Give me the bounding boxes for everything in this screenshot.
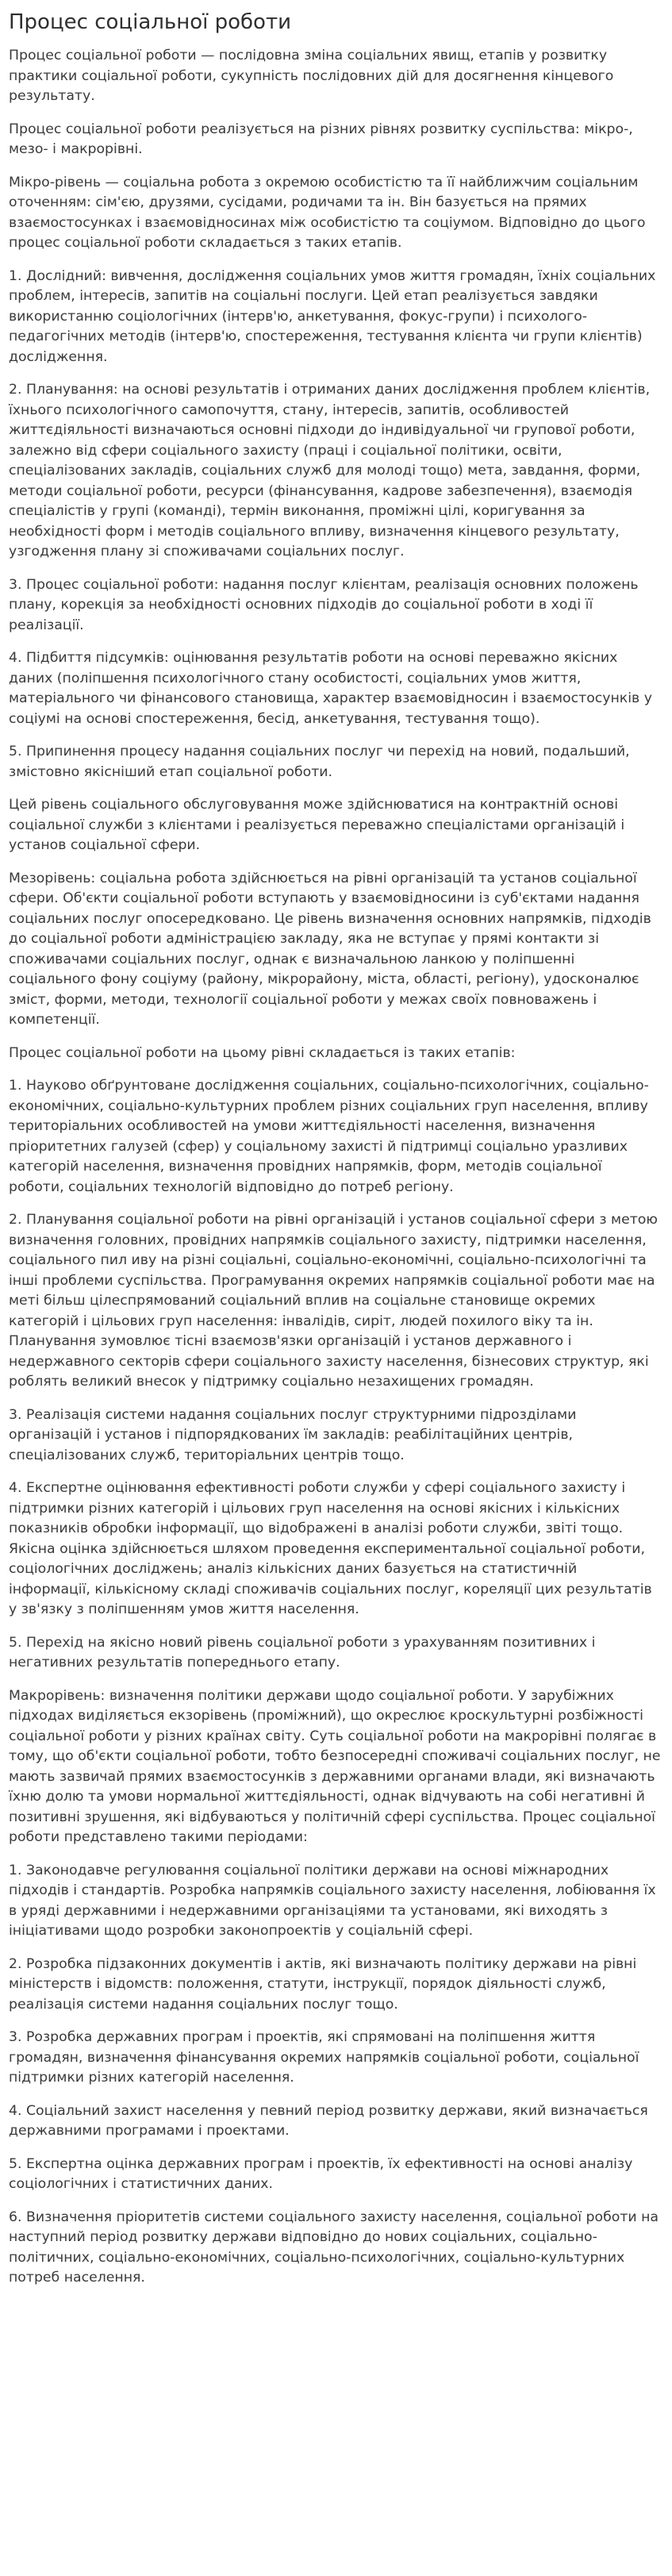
paragraph: 2. Планування соціальної роботи на рівні організацій і установ соціальної сфери з метою визначення головних, провідних напрямків соціального захисту, підтримки населення, соціального пил иву на різні соціальні, соціально-економічні, соціально-психологічні та інші проблеми суспільства. Програмування окремих напрямків соціальної роботи має на меті більш цілеспрямований соціальний вплив на соціальне становище окремих категорій і цільових груп населення: інвалідів, сиріт, людей похилого віку та ін. Планування зумовлює тісні взаємозв'язки організацій і установ державного і недержавного секторів сфери соціального захисту населення, бізнесових структур, які роблять великий внесок у підтримку соціально незахищених громадян.	[9, 1212, 658, 1390]
paragraph: 5. Припинення процесу надання соціальних послуг чи перехід на новий, подальший, змістовно якісніший етап соціальної роботи.	[9, 744, 630, 780]
paragraph: 2. Планування: на основі результатів і отриманих даних дослідження проблем клієнтів, їхнього психологічного самопочуття, стану, інтересів, запитів, особливостей життєдіяльності визначаються основні підходи до індивідуальної чи групової роботи, залежно від сфери соціального захисту (праці і соціальної політики, освіти, спеціалізованих закладів, соціальних служб для молоді тощо) мета, завдання, форми, методи соціальної роботи, ресурси (фінансування, кадрове забезпечення), взаємодія спеціалістів у групі (команді), термін виконання, проміжні цілі, коригування за необхідності форм і методів соціального впливу, визначення кінцевого результату, узгодження плану зі споживачами соціальних послуг.	[9, 382, 651, 559]
paragraph: 1. Дослідний: вивчення, дослідження соціальних умов життя громадян, їхніх соціальних проблем, інтересів, запитів на соціальні послуги. Цей етап реалізується завдяки використанню соціологічних (інтерв'ю, анкетування, фокус-групи) і психолого-педагогічних методів (інтерв'ю, спостереження, тестування клієнта чи групи клієнтів) дослідження.	[9, 267, 656, 365]
paragraph: 4. Соціальний захист населення у певний період розвитку держави, який визначається державними програмами і проектами.	[9, 2102, 648, 2139]
article-body	[9, 46, 661, 2289]
paragraph: 4. Експертне оцінювання ефективності роботи служби у сфері соціального захисту і підтримки різних категорій і цільових груп населення на основі якісних і кількісних показників обробки інформації, що відображені в аналізі роботи служби, звіті тощо. Якісна оцінка здійснюється шляхом проведення експериментальної соціальної роботи, соціологічних досліджень; аналіз кількісних даних базується на статистичній інформації, кількісному складі споживачів соціальних послуг, кореляції цих результатів у зв'язку з поліпшенням умов життя населення.	[9, 1480, 652, 1617]
paragraph: Цей рівень соціального обслуговування може здійснюватися на контрактній основі соціальної служби з клієнтами і реалізується переважно спеціалістами організацій і установ соціальної сфери.	[9, 797, 625, 853]
paragraph: 5. Перехід на якісно новий рівень соціальної роботи з урахуванням позитивних і негативних результатів попереднього етапу.	[9, 1634, 596, 1671]
paragraph: Процес соціальної роботи — послідовна зміна соціальних явищ, етапів у розвитку практики соціальної роботи, сукупність послідовних дій для досягнення кінцевого результату.	[9, 48, 614, 104]
paragraph: 1. Законодавче регулювання соціальної політики держави на основі міжнародних підходів і стандартів. Розробка напрямків соціального захисту населення, лобіювання їх в уряді державними і недержавними організаціями та установами, які виходять з ініціативами щодо розробки законопроектів у соціальній сфері.	[9, 1862, 656, 1939]
paragraph: 5. Експертна оцінка державних програм і проектів, їх ефективності на основі аналізу соціологічних і статистичних даних.	[9, 2155, 633, 2192]
page-title: Процес соціальної роботи	[9, 10, 292, 34]
paragraph: 6. Визначення пріоритетів системи соціального захисту населення, соціальної роботи на наступний період розвитку держави відповідно до нових соціальних, соціально-політичних, соціально-економічних, соціально-психологічних, соціально-культурних потреб населення.	[9, 2209, 659, 2286]
paragraph: 4. Підбиття підсумків: оцінювання результатів роботи на основі переважно якісних даних (поліпшення психологічного стану особистості, соціальних умов життя, матеріального чи фінансового становища, характер взаємовідносин і взаємостосунків у соціумі на основі спостереження, бесід, анкетування, тестування тощо).	[9, 650, 652, 727]
paragraph: Макрорівень: визначення політики держави щодо соціальної роботи. У зарубіжних підходах виділяється екзорівень (проміжний), що окреслює кроскультурні розбіжності соціальної роботи у різних країнах світу. Суть соціальної роботи на макрорівні полягає в тому, що об'єкти соціальної роботи, тобто безпосередні споживачі соціальних послуг, не мають зазвичай прямих взаємостосунків з державними органами влади, які визначають їхню долю та умови нормальної життєдіяльності, однак відчувають на собі негативні й позитивні зрушення, які відбуваються у політичній сфері суспільства. Процес соціальної роботи представлено такими періодами:	[9, 1687, 661, 1845]
paragraph: 3. Процес соціальної роботи: надання послуг клієнтам, реалізація основних положень плану, корекція за необхідності основних підходів до соціальної роботи в ході її реалізації.	[9, 576, 639, 633]
paragraph: 3. Розробка державних програм і проектів, які спрямовані на поліпшення життя громадян, визначення фінансування окремих напрямків соціальної роботи, соціальної підтримки різних категорій населення.	[9, 2029, 639, 2086]
paragraph: Процес соціальної роботи реалізується на різних рівнях розвитку суспільства: мікро-, мезо- і макрорівні.	[9, 121, 633, 157]
paragraph: Мікро-рівень — соціальна робота з окремою особистістю та її найближчим соціальним оточенням: сім'єю, друзями, сусідами, родичами та ін. Він базується на прямих взаємостосунках і взаємовідносинах між особистістю та соціумом. Відповідно до цього процес соціальної роботи складається з таких етапів.	[9, 174, 646, 251]
paragraph: 1. Науково обґрунтоване дослідження соціальних, соціально-психологічних, соціально-економічних, соціально-культурних проблем різних соціальних груп населення, впливу територіальних особливостей на умови життєдіяльності населення, визначення пріоритетних галузей (сфер) у соціальному захисті й підтримці соціально уразливих категорій населення, визначення провідних напрямків, форм, методів соціальної роботи, соціальних технологій відповідно до потреб регіону.	[9, 1078, 649, 1195]
paragraph: 2. Розробка підзаконних документів і актів, які визначають політику держави на рівні міністерств і відомств: положення, статути, інструкції, порядок діяльності служб, реалізація системи надання соціальних послуг тощо.	[9, 1955, 637, 2013]
paragraph: Мезорівень: соціальна робота здійснюється на рівні організацій та установ соціальної сфери. Об'єкти соціальної роботи вступають у взаємовідносини із суб'єктами надання соціальних послуг опосередковано. Це рівень визначення основних напрямків, підходів до соціальної роботи адміністрацією закладу, яка не вступає у прямі контакти зі споживачами соціальних послуг, однак є визначальною ланкою у поліпшенні соціального фону соціуму (району, мікрорайону, міста, області, регіону), удосконалює зміст, форми, методи, технології соціальної роботи у межах своїх повноважень і компетенції.	[9, 870, 651, 1028]
paragraph: 3. Реалізація системи надання соціальних послуг структурними підрозділами організацій і установ і підпорядкованих їм закладів: реабілітаційних центрів, спеціалізованих служб, територіальних центрів тощо.	[9, 1406, 577, 1463]
paragraph: Процес соціальної роботи на цьому рівні складається із таких етапів:	[9, 1044, 516, 1061]
